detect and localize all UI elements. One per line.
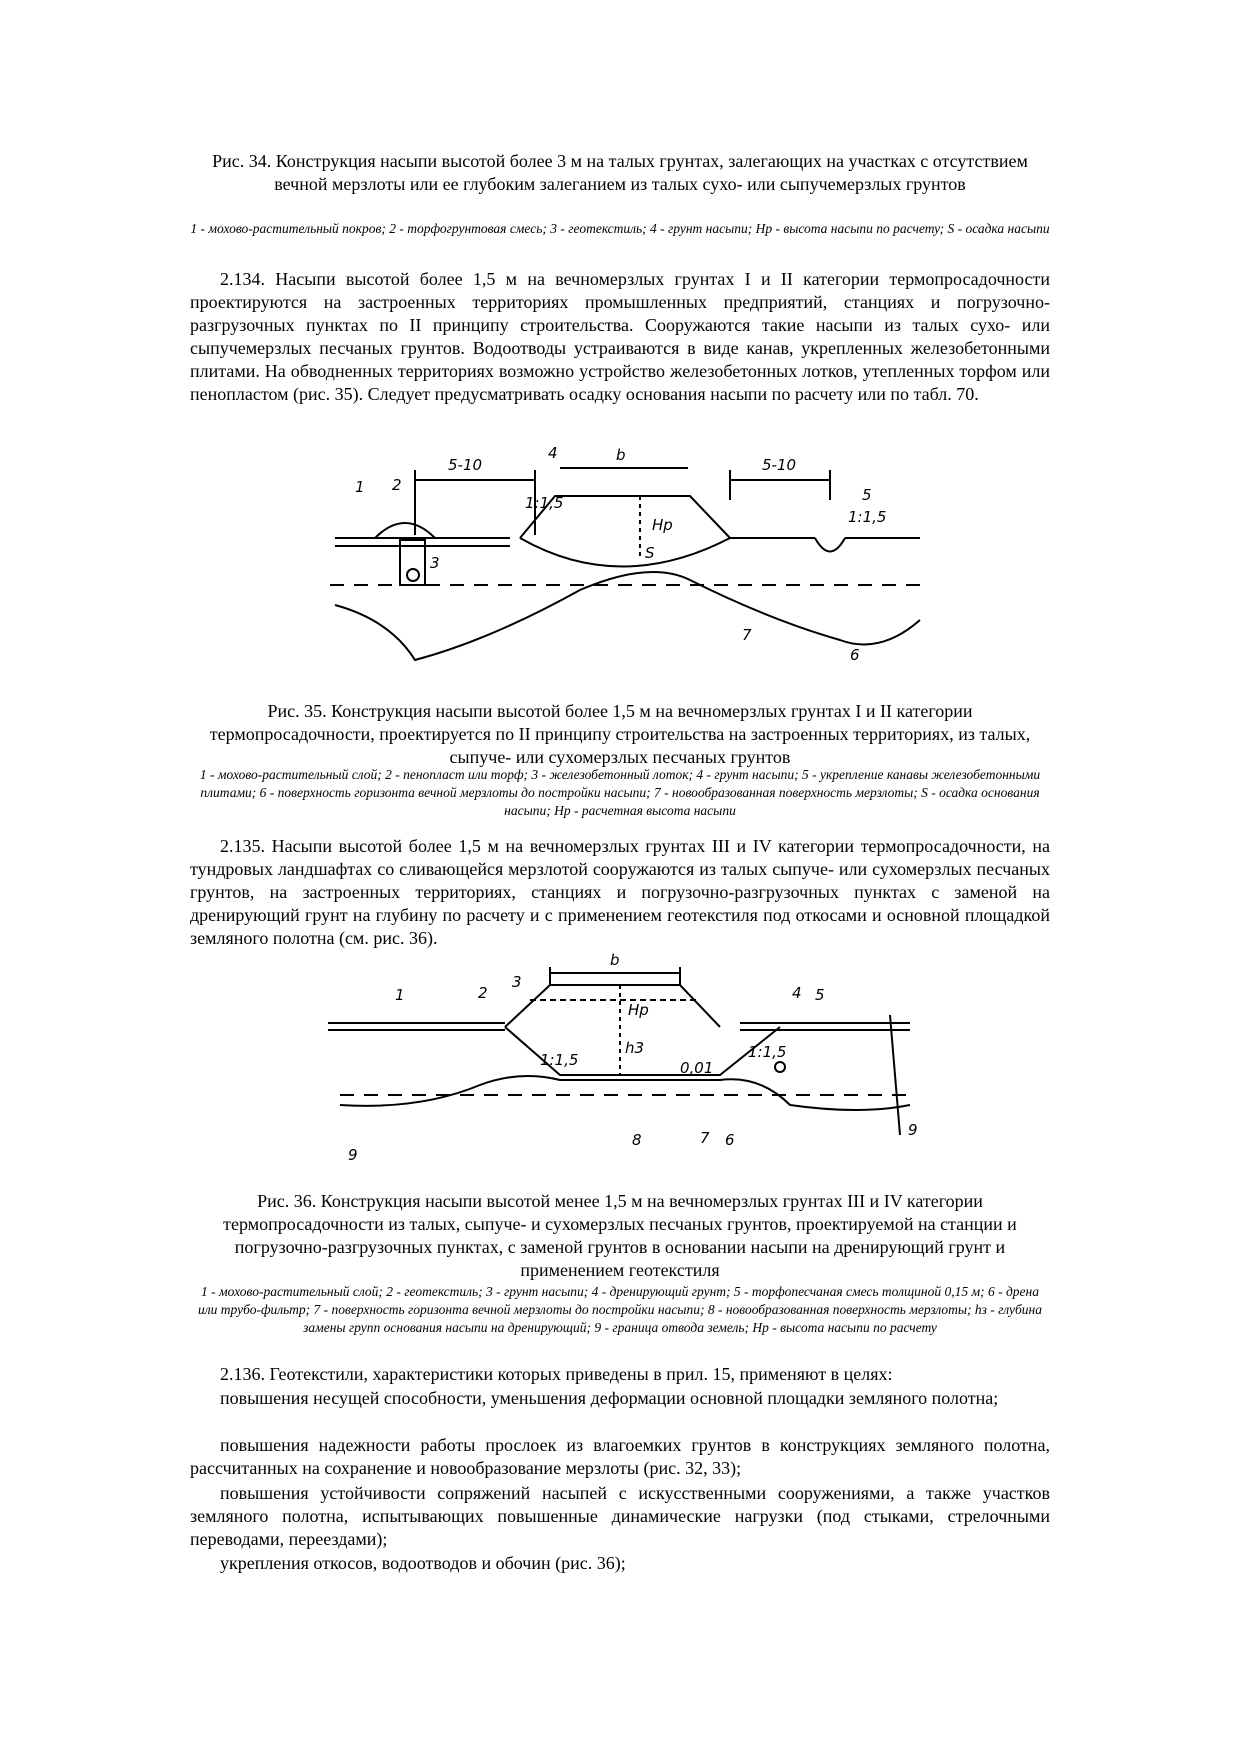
fig36-label-6: 6 (725, 1131, 735, 1149)
fig35-caption: Рис. 35. Конструкция насыпи высотой более 1,5 м на вечномерзлых грунтах I и II категории термопросадочности, проектируется по II принципу строительства на застроенных территориях, из талых, сыпуче- или сухомерзлых песчаных грунтов (209, 701, 1031, 767)
fig36-label-1: 1 (395, 986, 405, 1004)
fig35-diagram (320, 440, 940, 670)
fig36-slope-left: 1:1,5 (540, 1051, 579, 1069)
fig36-label-2: 2 (478, 984, 488, 1002)
paragraph-2-134: 2.134. Насыпи высотой более 1,5 м на вечномерзлых грунтах I и II категории термопросадочности проектируются на застроенных территориях промышленных предприятий, станциях и погрузочно-разгрузочных пунктах по II принципу строительства. Сооружаются такие насыпи из талых сухо- или сыпучемерзлых песчаных грунтов. Водоотводы устраиваются в виде канав, укрепленных железобетонными плитами. На обводненных территориях возможно устройство железобетонных лотков, утепленных торфом или пенопластом (рис. 35). Следует предусматривать осадку основания насыпи по расчету или по табл. 70. (190, 269, 1050, 404)
paragraph-2-136-item-3: повышения устойчивости сопряжений насыпей с искусственными сооружениями, а также участков земляного полотна, испытывающих повышенные динамические нагрузки (под стыками, стрелочными переводами, переездами); (190, 1483, 1050, 1549)
fig35-label-3: 3 (430, 554, 440, 572)
fig35-slope-right: 1:1,5 (848, 508, 887, 526)
paragraph-2-136-intro: 2.136. Геотекстили, характеристики которых приведены в прил. 15, применяют в целях: (220, 1364, 893, 1384)
fig35-height-label: Hр (652, 516, 673, 534)
fig35-dim-right: 5-10 (762, 456, 797, 474)
fig35-label-2: 2 (392, 476, 402, 494)
fig35-label-7: 7 (742, 626, 752, 644)
paragraph-2-136-item-2: повышения надежности работы прослоек из влагоемких грунтов в конструкциях земляного полотна, рассчитанных на сохранение и новообразование мерзлоты (рис. 32, 33); (190, 1435, 1050, 1478)
fig36-height-label: Hр (628, 1001, 649, 1019)
fig36-diagram (320, 951, 940, 1170)
fig36-grade-label: 0,01 (680, 1059, 714, 1077)
fig36-label-7: 7 (700, 1129, 710, 1147)
fig36-legend: 1 - мохово-растительный слой; 2 - геотекстиль; 3 - грунт насыпи; 4 - дренирующий грунт; 5 - торфопесчаная смесь толщиной 0,15 м; 6 - дрена или трубо-фильтр; 7 - поверхность горизонта вечной мерзлоты до постройки насыпи; 8 - новообразованная поверхность мерзлоты; hз - глубина замены групп основания насыпи на дренирующий; 9 - граница отвода земель; Hр - высота насыпи по расчету (198, 1284, 1042, 1335)
fig36-label-4: 4 (792, 984, 802, 1002)
fig36-label-8: 8 (632, 1131, 642, 1149)
fig36-label-9-left: 9 (348, 1146, 358, 1164)
fig34-caption: Рис. 34. Конструкция насыпи высотой более 3 м на талых грунтах, залегающих на участках с отсутствием вечной мерзлоты или ее глубоким залеганием из талых сухо- или сыпучемерзлых грунтов (212, 151, 1028, 194)
fig34-legend: 1 - мохово-растительный покров; 2 - торфогрунтовая смесь; 3 - геотекстиль; 4 - грунт насыпи; Hр - высота насыпи по расчету; S - осадка насыпи (190, 221, 1050, 236)
fig36-slope-right: 1:1,5 (748, 1043, 787, 1061)
fig36-dimension-labels (348, 951, 918, 1164)
fig35-dimension-labels (355, 444, 886, 664)
fig35-dim-b: b (616, 446, 626, 464)
fig36-label-9-right: 9 (908, 1121, 918, 1139)
fig35-label-6: 6 (850, 646, 860, 664)
fig36-dim-b: b (610, 951, 620, 969)
fig36-label-5: 5 (815, 986, 825, 1004)
fig35-label-5: 5 (862, 486, 872, 504)
paragraph-2-135: 2.135. Насыпи высотой более 1,5 м на вечномерзлых грунтах III и IV категории термопросадочности, на тундровых ландшафтах со сливающейся мерзлотой сооружаются из талых сыпуче- или сухомерзлых песчаных грунтов, на застроенных территориях, станциях и погрузочно-разгрузочных пунктах с заменой на дренирующий грунт на глубину по расчету и с применением геотекстиля под откосами и основной площадкой земляного полотна (см. рис. 36). (190, 836, 1050, 948)
fig35-slope-left: 1:1,5 (525, 494, 564, 512)
fig36-label-3: 3 (512, 973, 522, 991)
fig35-settlement-label: S (645, 544, 655, 562)
fig36-caption: Рис. 36. Конструкция насыпи высотой менее 1,5 м на вечномерзлых грунтах III и IV категории термопросадочности из талых, сыпуче- и сухомерзлых песчаных грунтов, проектируемой на станции и погрузочно-разгрузочных пунктах, с заменой грунтов в основании насыпи на дренирующий грунт и применением геотекстиля (223, 1191, 1017, 1280)
fig35-label-4: 4 (548, 444, 558, 462)
paragraph-2-136-item-4: укрепления откосов, водоотводов и обочин (рис. 36); (220, 1553, 626, 1573)
fig35-dim-left: 5-10 (448, 456, 483, 474)
fig36-depth-label: h3 (625, 1039, 645, 1057)
fig35-legend: 1 - мохово-растительный слой; 2 - пенопласт или торф; 3 - железобетонный лоток; 4 - грунт насыпи; 5 - укрепление канавы железобетонными плитами; 6 - поверхность горизонта вечной мерзлоты до постройки насыпи; 7 - новообразованная поверхность мерзлоты; S - осадка основания насыпи; Hр - расчетная высота насыпи (199, 767, 1041, 818)
paragraph-2-136-item-1: повышения несущей способности, уменьшения деформации основной площадки земляного полотна; (220, 1388, 999, 1408)
fig35-label-1: 1 (355, 478, 365, 496)
